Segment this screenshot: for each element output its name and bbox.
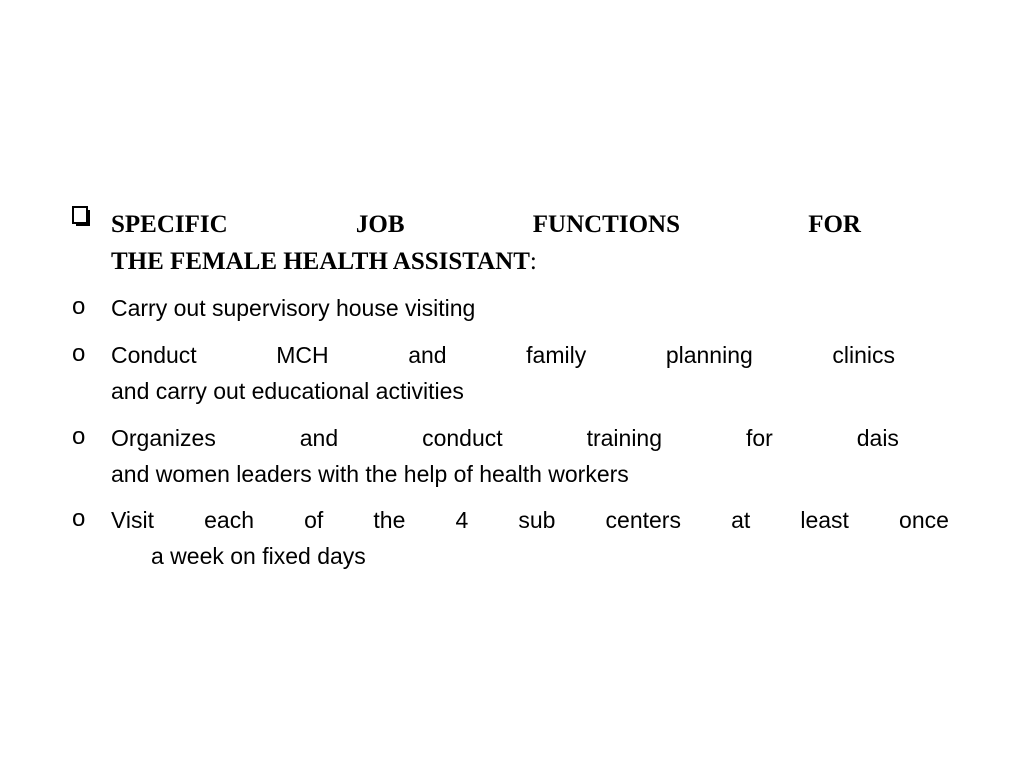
item-word: and <box>299 425 339 451</box>
item-word: once <box>899 507 949 533</box>
item-word: clinics <box>832 342 895 368</box>
heading-word: FUNCTIONS <box>532 211 680 238</box>
item-word: training <box>586 425 663 451</box>
item-word: MCH <box>276 342 329 368</box>
item-word: conduct <box>422 425 503 451</box>
heading-word: SPECIFIC <box>111 211 228 238</box>
item-word: for <box>745 425 773 451</box>
item-word: centers <box>605 507 681 533</box>
item-word: each <box>204 507 255 533</box>
item-word: of <box>304 507 324 533</box>
item-2-line-1 <box>111 340 895 370</box>
item-word: and <box>408 342 447 368</box>
item-word: 4 <box>455 507 469 533</box>
item-3-line-2 <box>111 459 629 489</box>
item-2-line-2 <box>111 376 464 406</box>
heading-line-1 <box>111 210 861 240</box>
item-text: Carry out supervisory house visiting <box>111 295 476 321</box>
item-4-line-1 <box>111 505 949 535</box>
o-bullet-marker: o <box>72 340 86 367</box>
item-word: the <box>373 507 406 533</box>
square-bullet-icon <box>72 205 90 227</box>
item-text: a week on fixed days <box>151 543 366 569</box>
heading-word: FOR <box>808 211 861 238</box>
heading-colon: : <box>529 248 537 275</box>
o-bullet-marker: o <box>72 423 86 450</box>
item-word: family <box>526 342 587 368</box>
item-word: Conduct <box>111 342 197 368</box>
item-text: and women leaders with the help of health workers <box>111 461 629 487</box>
item-word: dais <box>856 425 899 451</box>
o-bullet-marker: o <box>72 505 86 532</box>
item-text: and carry out educational activities <box>111 378 464 404</box>
item-word: Organizes <box>111 425 216 451</box>
item-4-line-2 <box>151 541 366 571</box>
item-word: least <box>800 507 849 533</box>
item-3-line-1 <box>111 423 899 453</box>
item-word: at <box>731 507 751 533</box>
o-bullet-marker: o <box>72 293 86 320</box>
heading-word: JOB <box>355 211 405 238</box>
item-word: Visit <box>111 507 155 533</box>
item-word: planning <box>665 342 753 368</box>
heading-title: THE FEMALE HEALTH ASSISTANT <box>111 248 530 275</box>
heading-line-2 <box>111 247 537 277</box>
item-word: sub <box>518 507 556 533</box>
item-1-line-1 <box>111 293 475 323</box>
